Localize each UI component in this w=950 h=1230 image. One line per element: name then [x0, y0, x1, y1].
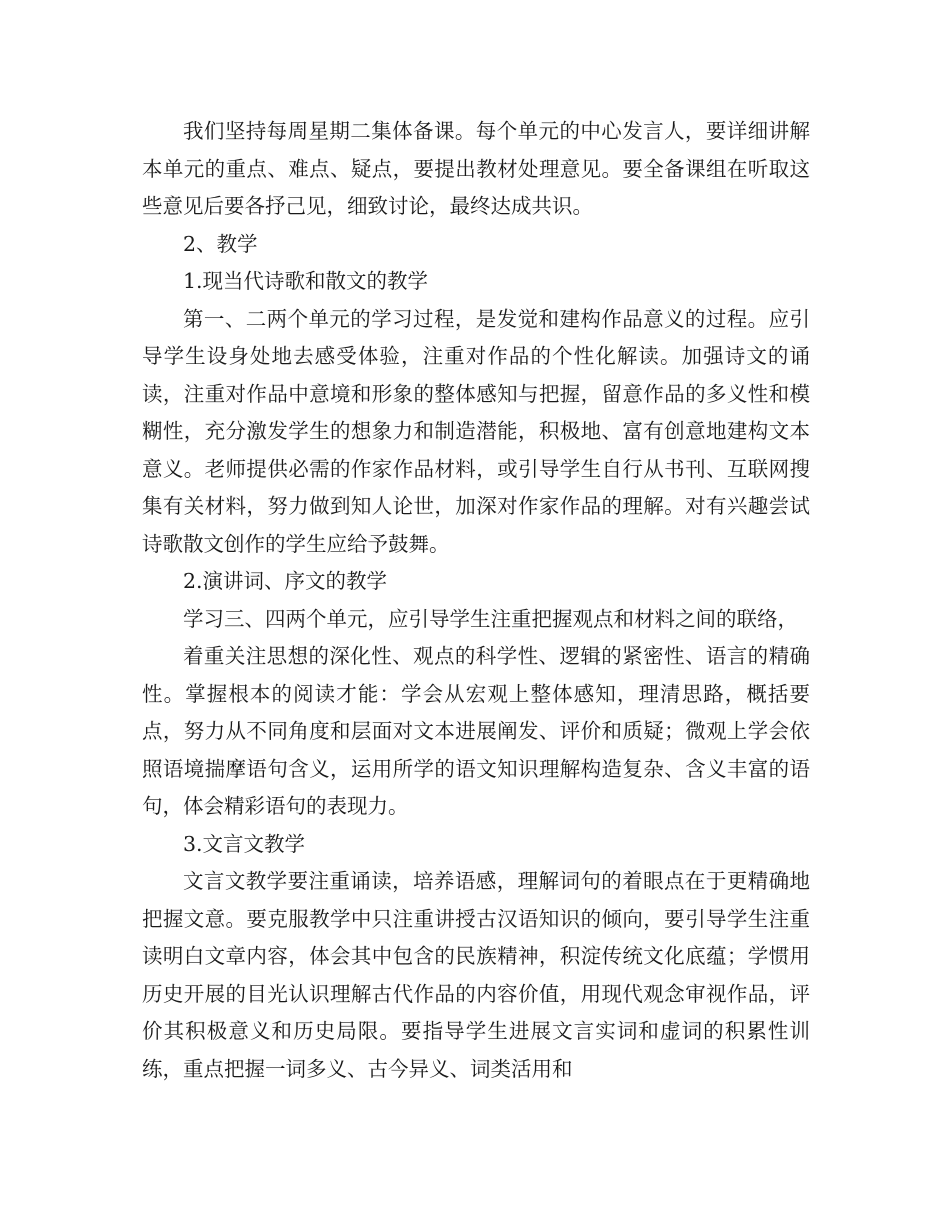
paragraph-collective-lesson-prep: 我们坚持每周星期二集体备课。每个单元的中心发言人，要详细讲解本单元的重点、难点、疑点，要提出教材处理意见。要全备课组在听取这些意见后要各抒己见，细致讨论，最终达成共识。 [142, 119, 810, 218]
subheading-classical-chinese: 3.文言文教学 [183, 831, 306, 856]
paragraph-speech-preface-intro: 学习三、四两个单元，应引导学生注重把握观点和材料之间的联络， [183, 606, 798, 631]
document-body [142, 113, 810, 1088]
paragraph-modern-poetry-prose: 第一、二两个单元的学习过程，是发觉和建构作品意义的过程。应引导学生设身处地去感受体验，注重对作品的个性化解读。加强诗文的诵读，注重对作品中意境和形象的整体感知与把握，留意作品的多义性和模糊性，充分激发学生的想象力和制造潜能，积极地、富有创意地建构文本意义。老师提供必需的作家作品材料，或引导学生自行从书刊、互联网搜集有关材料，努力做到知人论世，加深对作家作品的理解。对有兴趣尝试诗歌散文创作的学生应给予鼓舞。 [142, 306, 810, 556]
subheading-modern-poetry-prose: 1.现当代诗歌和散文的教学 [183, 269, 429, 293]
subheading-speech-preface: 2.演讲词、序文的教学 [183, 569, 388, 593]
section-heading-teaching: 2、教学 [183, 231, 258, 256]
paragraph-speech-preface-detail: 着重关注思想的深化性、观点的科学性、逻辑的紧密性、语言的精确性。掌握根本的阅读才能：学会从宏观上整体感知，理清思路，概括要点，努力从不同角度和层面对文本进展阐发、评价和质疑；微观上学会依照语境揣摩语句含义，运用所学的语文知识理解构造复杂、含义丰富的语句，体会精彩语句的表现力。 [142, 644, 810, 818]
paragraph-classical-chinese: 文言文教学要注重诵读，培养语感，理解词句的着眼点在于更精确地把握文意。要克服教学中只注重讲授古汉语知识的倾向，要引导学生注重读明白文章内容，体会其中包含的民族精神，积淀传统文化底蕴；学惯用历史开展的目光认识理解古代作品的内容价值，用现代观念审视作品，评价其积极意义和历史局限。要指导学生进展文言实词和虚词的积累性训练，重点把握一词多义、古今异义、词类活用和 [142, 869, 810, 1081]
